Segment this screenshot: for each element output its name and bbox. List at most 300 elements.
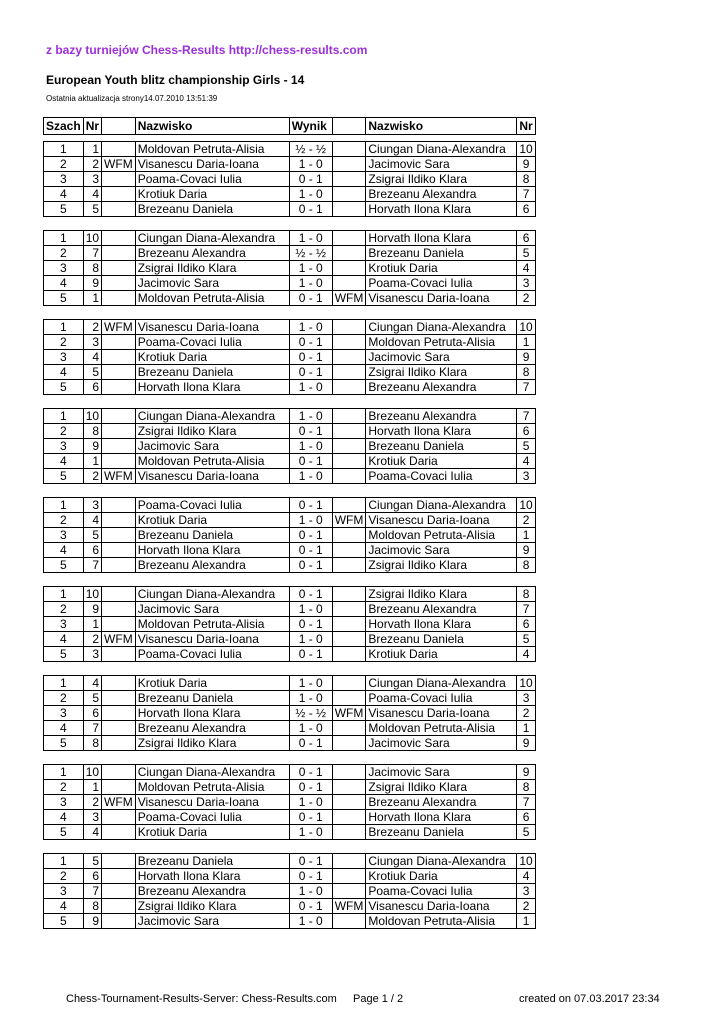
table-row (44, 424, 536, 439)
name-white-cell: Krotiuk Daria (135, 825, 289, 840)
nr-black-cell: 8 (517, 587, 535, 602)
name-white-cell: Jacimovic Sara (135, 276, 289, 291)
nr-white-cell: 5 (83, 202, 101, 217)
header-title-black (332, 118, 366, 135)
board-cell: 3 (44, 261, 84, 276)
nr-white-cell: 8 (83, 899, 101, 914)
round-separator-cell (44, 217, 536, 231)
name-white-cell: Zsigrai Ildiko Klara (135, 261, 289, 276)
title-black-cell (332, 676, 366, 691)
nr-white-cell: 7 (83, 884, 101, 899)
title-black-cell (332, 439, 366, 454)
board-cell: 2 (44, 602, 84, 617)
table-row (44, 558, 536, 573)
table-row (44, 320, 536, 335)
name-black-cell: Horvath Ilona Klara (366, 202, 517, 217)
nr-white-cell: 2 (83, 469, 101, 484)
header-board: Szach (44, 118, 84, 135)
result-cell: 0 - 1 (289, 617, 332, 632)
name-white-cell: Poama-Covaci Iulia (135, 647, 289, 662)
result-cell: 0 - 1 (289, 647, 332, 662)
nr-black-cell: 10 (517, 498, 535, 513)
name-black-cell: Horvath Ilona Klara (366, 810, 517, 825)
title-black-cell (332, 543, 366, 558)
table-row (44, 409, 536, 424)
result-cell: 0 - 1 (289, 765, 332, 780)
table-header-row (44, 118, 536, 135)
board-cell: 2 (44, 246, 84, 261)
table-row (44, 231, 536, 246)
title-white-cell: WFM (102, 469, 136, 484)
title-black-cell (332, 647, 366, 662)
table-row (44, 380, 536, 395)
nr-white-cell: 5 (83, 691, 101, 706)
result-cell: 1 - 0 (289, 187, 332, 202)
result-cell: 1 - 0 (289, 231, 332, 246)
nr-black-cell: 2 (517, 706, 535, 721)
nr-black-cell: 8 (517, 780, 535, 795)
title-black-cell (332, 454, 366, 469)
nr-white-cell: 9 (83, 914, 101, 929)
title-white-cell (102, 854, 136, 869)
result-cell: 0 - 1 (289, 365, 332, 380)
title-white-cell (102, 721, 136, 736)
nr-white-cell: 7 (83, 558, 101, 573)
title-black-cell (332, 691, 366, 706)
board-cell: 2 (44, 513, 84, 528)
result-cell: 0 - 1 (289, 202, 332, 217)
table-row (44, 469, 536, 484)
table-row (44, 884, 536, 899)
result-cell: 0 - 1 (289, 350, 332, 365)
name-black-cell: Moldovan Petruta-Alisia (366, 721, 517, 736)
name-black-cell: Brezeanu Alexandra (366, 187, 517, 202)
name-black-cell: Zsigrai Ildiko Klara (366, 365, 517, 380)
board-cell: 4 (44, 187, 84, 202)
board-cell: 5 (44, 380, 84, 395)
nr-black-cell: 5 (517, 246, 535, 261)
title-black-cell (332, 142, 366, 157)
header-name-black: Nazwisko (366, 118, 517, 135)
table-row (44, 765, 536, 780)
result-cell: 0 - 1 (289, 736, 332, 751)
board-cell: 1 (44, 409, 84, 424)
result-cell: 0 - 1 (289, 424, 332, 439)
table-row (44, 780, 536, 795)
result-cell: 1 - 0 (289, 795, 332, 810)
title-white-cell (102, 424, 136, 439)
table-row (44, 172, 536, 187)
nr-black-cell: 2 (517, 513, 535, 528)
nr-white-cell: 5 (83, 365, 101, 380)
board-cell: 3 (44, 439, 84, 454)
header-nr-black: Nr (517, 118, 535, 135)
name-white-cell: Brezeanu Daniela (135, 202, 289, 217)
nr-white-cell: 2 (83, 795, 101, 810)
result-cell: 1 - 0 (289, 721, 332, 736)
name-black-cell: Brezeanu Alexandra (366, 409, 517, 424)
nr-white-cell: 8 (83, 261, 101, 276)
table-row (44, 261, 536, 276)
title-white-cell (102, 202, 136, 217)
name-black-cell: Visanescu Daria-Ioana (366, 291, 517, 306)
name-white-cell: Visanescu Daria-Ioana (135, 320, 289, 335)
name-white-cell: Krotiuk Daria (135, 676, 289, 691)
name-white-cell: Brezeanu Alexandra (135, 884, 289, 899)
footer-page-number: Page 1 / 2 (353, 993, 404, 1005)
round-separator-cell (44, 573, 536, 587)
name-black-cell: Ciungan Diana-Alexandra (366, 142, 517, 157)
result-cell: 0 - 1 (289, 172, 332, 187)
title-black-cell (332, 202, 366, 217)
title-black-cell (332, 365, 366, 380)
title-white-cell (102, 261, 136, 276)
round-separator-cell (44, 751, 536, 765)
board-cell: 3 (44, 528, 84, 543)
round-separator (44, 751, 536, 765)
table-row (44, 914, 536, 929)
name-black-cell: Poama-Covaci Iulia (366, 884, 517, 899)
nr-black-cell: 8 (517, 365, 535, 380)
nr-white-cell: 7 (83, 721, 101, 736)
round-separator-cell (44, 840, 536, 854)
name-white-cell: Poama-Covaci Iulia (135, 172, 289, 187)
result-cell: 1 - 0 (289, 469, 332, 484)
table-row (44, 142, 536, 157)
round-separator-cell (44, 662, 536, 676)
result-cell: 0 - 1 (289, 335, 332, 350)
board-cell: 2 (44, 691, 84, 706)
title-white-cell (102, 454, 136, 469)
result-cell: 1 - 0 (289, 602, 332, 617)
title-black-cell (332, 558, 366, 573)
nr-black-cell: 7 (517, 409, 535, 424)
table-row (44, 587, 536, 602)
nr-white-cell: 10 (83, 231, 101, 246)
table-row (44, 810, 536, 825)
name-white-cell: Brezeanu Daniela (135, 365, 289, 380)
board-cell: 1 (44, 498, 84, 513)
result-cell: 0 - 1 (289, 454, 332, 469)
board-cell: 3 (44, 884, 84, 899)
title-white-cell (102, 231, 136, 246)
nr-black-cell: 6 (517, 810, 535, 825)
nr-white-cell: 9 (83, 439, 101, 454)
result-cell: 0 - 1 (289, 587, 332, 602)
board-cell: 5 (44, 825, 84, 840)
header-title-white (102, 118, 136, 135)
nr-white-cell: 1 (83, 291, 101, 306)
name-white-cell: Horvath Ilona Klara (135, 543, 289, 558)
nr-black-cell: 6 (517, 202, 535, 217)
name-black-cell: Poama-Covaci Iulia (366, 276, 517, 291)
nr-black-cell: 6 (517, 231, 535, 246)
nr-white-cell: 10 (83, 587, 101, 602)
name-white-cell: Ciungan Diana-Alexandra (135, 231, 289, 246)
table-row (44, 498, 536, 513)
table-row (44, 187, 536, 202)
nr-white-cell: 4 (83, 187, 101, 202)
board-cell: 4 (44, 899, 84, 914)
nr-white-cell: 4 (83, 350, 101, 365)
title-white-cell: WFM (102, 320, 136, 335)
nr-black-cell: 6 (517, 424, 535, 439)
name-white-cell: Brezeanu Daniela (135, 691, 289, 706)
nr-black-cell: 10 (517, 676, 535, 691)
name-black-cell: Moldovan Petruta-Alisia (366, 528, 517, 543)
round-separator-cell (44, 135, 536, 142)
title-black-cell (332, 320, 366, 335)
name-black-cell: Zsigrai Ildiko Klara (366, 558, 517, 573)
result-cell: ½ - ½ (289, 142, 332, 157)
name-black-cell: Moldovan Petruta-Alisia (366, 335, 517, 350)
nr-white-cell: 8 (83, 424, 101, 439)
nr-black-cell: 5 (517, 632, 535, 647)
board-cell: 1 (44, 320, 84, 335)
board-cell: 1 (44, 676, 84, 691)
header-nr-white: Nr (83, 118, 101, 135)
nr-white-cell: 3 (83, 810, 101, 825)
name-black-cell: Visanescu Daria-Ioana (366, 899, 517, 914)
title-white-cell (102, 825, 136, 840)
title-black-cell (332, 157, 366, 172)
board-cell: 5 (44, 291, 84, 306)
name-white-cell: Krotiuk Daria (135, 513, 289, 528)
table-row (44, 335, 536, 350)
title-white-cell (102, 869, 136, 884)
title-white-cell (102, 691, 136, 706)
title-white-cell (102, 498, 136, 513)
board-cell: 3 (44, 350, 84, 365)
nr-black-cell: 1 (517, 914, 535, 929)
name-white-cell: Brezeanu Daniela (135, 854, 289, 869)
nr-black-cell: 10 (517, 320, 535, 335)
nr-black-cell: 10 (517, 854, 535, 869)
name-black-cell: Jacimovic Sara (366, 736, 517, 751)
result-cell: 0 - 1 (289, 780, 332, 795)
name-black-cell: Brezeanu Daniela (366, 825, 517, 840)
board-cell: 4 (44, 810, 84, 825)
name-black-cell: Visanescu Daria-Ioana (366, 513, 517, 528)
table-row (44, 795, 536, 810)
title-white-cell (102, 246, 136, 261)
title-white-cell (102, 810, 136, 825)
board-cell: 4 (44, 543, 84, 558)
table-row (44, 157, 536, 172)
name-white-cell: Jacimovic Sara (135, 914, 289, 929)
name-white-cell: Visanescu Daria-Ioana (135, 469, 289, 484)
nr-white-cell: 3 (83, 647, 101, 662)
name-black-cell: Krotiuk Daria (366, 647, 517, 662)
header-name-white: Nazwisko (135, 118, 289, 135)
board-cell: 4 (44, 365, 84, 380)
title-black-cell (332, 172, 366, 187)
title-white-cell (102, 187, 136, 202)
nr-black-cell: 4 (517, 869, 535, 884)
table-row (44, 825, 536, 840)
name-black-cell: Jacimovic Sara (366, 765, 517, 780)
result-cell: 0 - 1 (289, 291, 332, 306)
nr-white-cell: 4 (83, 825, 101, 840)
pairings-table (43, 117, 536, 929)
result-cell: 0 - 1 (289, 810, 332, 825)
round-separator (44, 840, 536, 854)
nr-black-cell: 8 (517, 558, 535, 573)
name-white-cell: Jacimovic Sara (135, 439, 289, 454)
nr-white-cell: 3 (83, 335, 101, 350)
name-white-cell: Visanescu Daria-Ioana (135, 632, 289, 647)
result-cell: 1 - 0 (289, 320, 332, 335)
name-white-cell: Zsigrai Ildiko Klara (135, 736, 289, 751)
title-white-cell (102, 513, 136, 528)
name-black-cell: Brezeanu Daniela (366, 246, 517, 261)
title-white-cell: WFM (102, 157, 136, 172)
title-black-cell (332, 780, 366, 795)
result-cell: ½ - ½ (289, 706, 332, 721)
nr-white-cell: 6 (83, 543, 101, 558)
result-cell: 1 - 0 (289, 825, 332, 840)
title-black-cell (332, 632, 366, 647)
name-white-cell: Krotiuk Daria (135, 350, 289, 365)
table-row (44, 291, 536, 306)
title-white-cell (102, 543, 136, 558)
title-black-cell (332, 914, 366, 929)
nr-black-cell: 1 (517, 528, 535, 543)
name-white-cell: Moldovan Petruta-Alisia (135, 454, 289, 469)
name-black-cell: Brezeanu Daniela (366, 632, 517, 647)
result-cell: 1 - 0 (289, 884, 332, 899)
title-black-cell (332, 424, 366, 439)
result-cell: 1 - 0 (289, 157, 332, 172)
title-black-cell (332, 231, 366, 246)
nr-white-cell: 4 (83, 513, 101, 528)
nr-black-cell: 4 (517, 647, 535, 662)
nr-black-cell: 6 (517, 617, 535, 632)
name-black-cell: Horvath Ilona Klara (366, 424, 517, 439)
nr-black-cell: 9 (517, 350, 535, 365)
title-white-cell (102, 558, 136, 573)
title-black-cell (332, 810, 366, 825)
chess-results-link[interactable]: z bazy turniejów Chess-Results http://chess-results.com (46, 43, 368, 57)
name-black-cell: Zsigrai Ildiko Klara (366, 172, 517, 187)
board-cell: 4 (44, 454, 84, 469)
nr-black-cell: 4 (517, 261, 535, 276)
name-white-cell: Poama-Covaci Iulia (135, 335, 289, 350)
nr-white-cell: 1 (83, 454, 101, 469)
name-white-cell: Brezeanu Alexandra (135, 558, 289, 573)
table-row (44, 543, 536, 558)
name-black-cell: Visanescu Daria-Ioana (366, 706, 517, 721)
title-white-cell (102, 617, 136, 632)
name-white-cell: Ciungan Diana-Alexandra (135, 587, 289, 602)
title-black-cell (332, 276, 366, 291)
result-cell: ½ - ½ (289, 246, 332, 261)
title-black-cell (332, 335, 366, 350)
result-cell: 0 - 1 (289, 498, 332, 513)
board-cell: 2 (44, 157, 84, 172)
result-cell: 0 - 1 (289, 854, 332, 869)
header-result: Wynik (289, 118, 332, 135)
board-cell: 5 (44, 558, 84, 573)
result-cell: 1 - 0 (289, 439, 332, 454)
title-black-cell (332, 409, 366, 424)
name-black-cell: Jacimovic Sara (366, 350, 517, 365)
table-row (44, 365, 536, 380)
name-white-cell: Moldovan Petruta-Alisia (135, 780, 289, 795)
nr-black-cell: 3 (517, 884, 535, 899)
title-black-cell (332, 498, 366, 513)
name-black-cell: Horvath Ilona Klara (366, 617, 517, 632)
result-cell: 0 - 1 (289, 869, 332, 884)
table-row (44, 202, 536, 217)
table-row (44, 276, 536, 291)
nr-white-cell: 10 (83, 765, 101, 780)
title-black-cell (332, 795, 366, 810)
nr-black-cell: 5 (517, 439, 535, 454)
nr-black-cell: 7 (517, 187, 535, 202)
name-white-cell: Moldovan Petruta-Alisia (135, 617, 289, 632)
board-cell: 4 (44, 721, 84, 736)
tournament-title: European Youth blitz championship Girls - 14 (46, 73, 305, 87)
title-white-cell: WFM (102, 632, 136, 647)
title-white-cell (102, 409, 136, 424)
board-cell: 5 (44, 736, 84, 751)
nr-black-cell: 2 (517, 899, 535, 914)
title-black-cell (332, 854, 366, 869)
title-white-cell (102, 587, 136, 602)
nr-black-cell: 1 (517, 721, 535, 736)
name-black-cell: Horvath Ilona Klara (366, 231, 517, 246)
table-row (44, 350, 536, 365)
name-white-cell: Visanescu Daria-Ioana (135, 795, 289, 810)
nr-black-cell: 3 (517, 691, 535, 706)
title-white-cell (102, 647, 136, 662)
board-cell: 2 (44, 424, 84, 439)
board-cell: 3 (44, 617, 84, 632)
name-white-cell: Visanescu Daria-Ioana (135, 157, 289, 172)
round-separator (44, 217, 536, 231)
name-white-cell: Zsigrai Ildiko Klara (135, 424, 289, 439)
name-black-cell: Moldovan Petruta-Alisia (366, 914, 517, 929)
nr-white-cell: 8 (83, 736, 101, 751)
board-cell: 2 (44, 335, 84, 350)
nr-white-cell: 6 (83, 706, 101, 721)
name-white-cell: Brezeanu Alexandra (135, 246, 289, 261)
board-cell: 3 (44, 795, 84, 810)
footer-created-date: created on 07.03.2017 23:34 (519, 993, 660, 1005)
name-white-cell: Poama-Covaci Iulia (135, 498, 289, 513)
nr-black-cell: 9 (517, 157, 535, 172)
title-black-cell: WFM (332, 706, 366, 721)
footer-server-text: Chess-Tournament-Results-Server: Chess-Results.com (66, 993, 337, 1005)
last-updated-text: Ostatnia aktualizacja strony14.07.2010 13:51:39 (46, 94, 218, 103)
title-black-cell: WFM (332, 291, 366, 306)
title-white-cell (102, 676, 136, 691)
name-white-cell: Poama-Covaci Iulia (135, 810, 289, 825)
title-white-cell (102, 780, 136, 795)
title-white-cell (102, 172, 136, 187)
name-white-cell: Zsigrai Ildiko Klara (135, 899, 289, 914)
title-white-cell (102, 335, 136, 350)
round-separator (44, 573, 536, 587)
table-row (44, 632, 536, 647)
name-black-cell: Brezeanu Daniela (366, 439, 517, 454)
result-cell: 1 - 0 (289, 914, 332, 929)
nr-black-cell: 9 (517, 736, 535, 751)
result-cell: 1 - 0 (289, 513, 332, 528)
nr-black-cell: 7 (517, 380, 535, 395)
title-black-cell (332, 350, 366, 365)
